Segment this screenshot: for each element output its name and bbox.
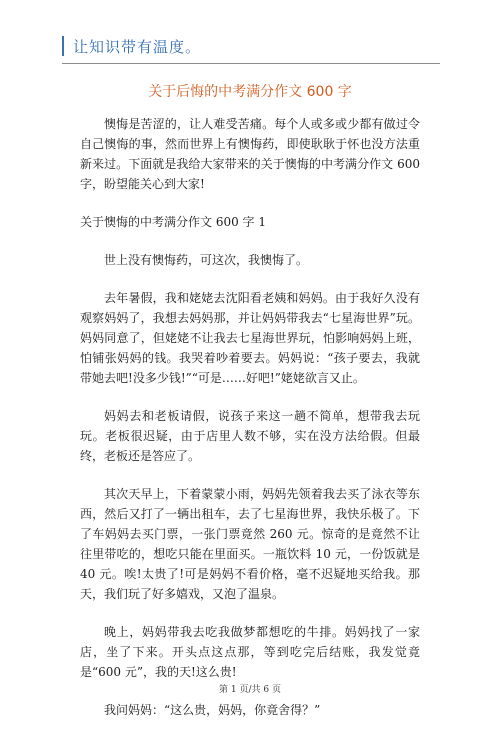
document-body <box>80 114 420 738</box>
page-header <box>62 34 201 58</box>
body-paragraph: 妈妈去和老板请假，说孩子来这一趟不简单，想带我去玩玩。老板很迟疑，由于店里人数不够，实在没方法给假。但最终，老板还是答应了。 <box>80 409 420 463</box>
document-title: 关于后悔的中考满分作文 600 字 <box>148 84 352 100</box>
body-paragraph: 我问妈妈：“这么贵，妈妈，你竟舍得？” <box>104 703 321 717</box>
intro-paragraph: 懊悔是苦涩的，让人难受苦痛。每个人或多或少都有做过令自己懊悔的事，然而世界上有懊悔药，即使耿耿于怀也没方法重新来过。下面就是我给大家带来的关于懊悔的中考满分作文 600 字，盼望能关心到大家! <box>80 117 420 191</box>
header-accent-bar <box>62 36 64 56</box>
body-paragraph: 世上没有懊悔药，可这次，我懊悔了。 <box>104 253 309 267</box>
section-heading: 关于懊悔的中考满分作文 600 字 1 <box>80 215 266 229</box>
header-divider <box>62 63 440 64</box>
body-paragraph: 去年暑假，我和姥姥去沈阳看老姨和妈妈。由于我好久没有观察妈妈了，我想去妈妈那，并让妈妈带我去“七星海世界”玩。妈妈同意了，但姥姥不让我去七星海世界玩，怕影响妈妈上班，怕铺张妈妈的钱。我哭着吵着要去。妈妈说：“孩子要去，我就带她去吧!没多少钱!”“可是……好吧!”姥姥欲言又止。 <box>80 291 420 385</box>
body-paragraph: 晚上，妈妈带我去吃我做梦都想吃的牛排。妈妈找了一家店，坐了下来。开头点这点那，等到吃完后结账，我发觉竟是“600 元”，我的天!这么贵! <box>80 625 420 679</box>
header-slogan: 让知识带有温度。 <box>73 37 202 56</box>
body-paragraph: 其次天早上，下着蒙蒙小雨，妈妈先领着我去买了泳衣等东西，然后又打了一辆出租车，去了七星海世界，我快乐极了。下了车妈妈去买门票，一张门票竟然 260 元。惊奇的是竟然不让往里带吃的，想吃只能在里面买。一瓶饮料 10 元，一份饭就是 40 元。唉!太贵了!可是妈妈不看价格，毫不迟疑地买给我。那天，我们玩了好多嬉戏，又泡了温泉。 <box>80 487 420 601</box>
page-number: 第 1 页/共 6 页 <box>219 685 281 695</box>
